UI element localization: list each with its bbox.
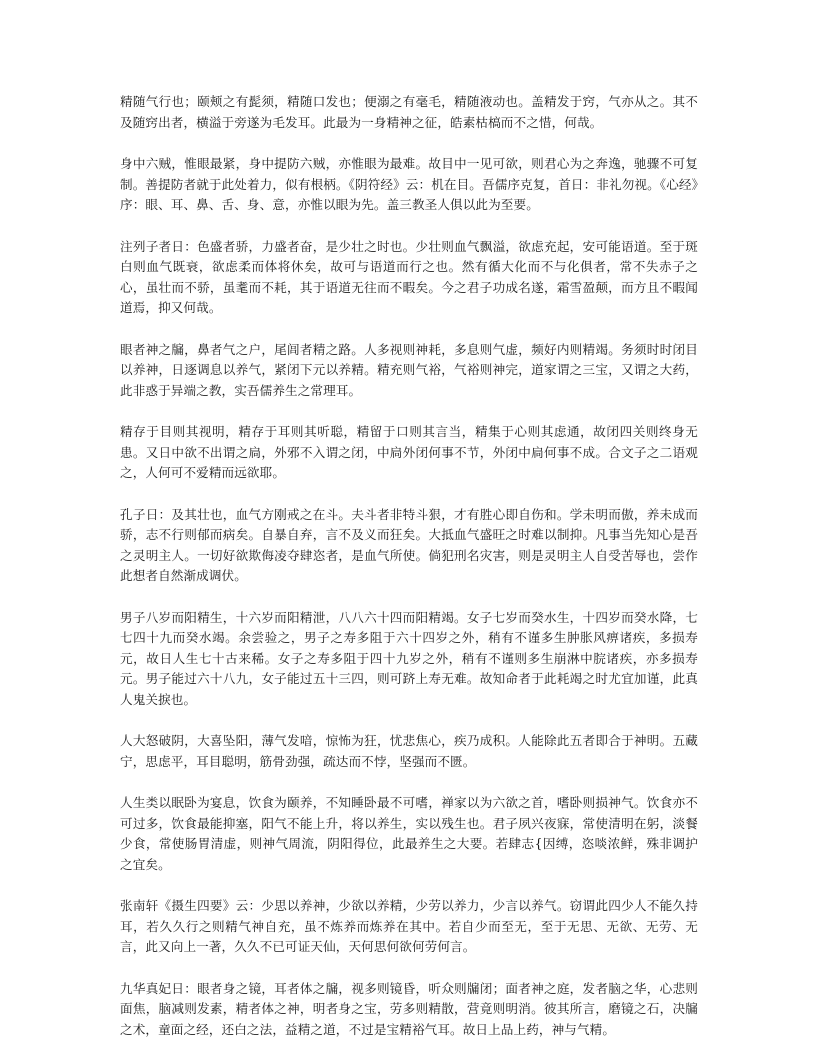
paragraph-11: 九华真妃日：眼者身之镜，耳者体之牖，视多则镜昏，听众则牖闭；面者神之庭，发者脑之华，心悲则面焦，脑减则发素，精者体之神，明者身之宝，劳多则精散，营竟则明消。彼其所言，磨镜之石，决牖之术，童面之经，还白之法，益精之道，不过是宝精裕气耳。故日上品上药，神与气精。	[120, 980, 698, 1037]
paragraph-7: 男子八岁而阳精生，十六岁而阳精泄，八八六十四而阳精竭。女子七岁而癸水生，十四岁而癸水降，七七四十九而癸水竭。余尝验之，男子之寿多阻于六十四岁之外，稍有不谨多生肿胀风痹诸疾，多损寿元，故日人生七十古来稀。女子之寿多阻于四十九岁之外，稍有不谨则多生崩淋中脘诸疾，亦多损寿元。男子能过六十八九，女子能过五十三四，则可跻上寿无难。故知命者于此耗竭之时尤宜加谨，此真人鬼关捩也。	[120, 609, 698, 707]
paragraph-6: 孔子日：及其壮也，血气方刚戒之在斗。夫斗者非特斗狠，才有胜心即自伤和。学未明而傲，养未成而骄，志不行则郁而病矣。自暴自弃，言不及义而狂矣。大抵血气盛旺之时难以制抑。凡事当先知心是吾之灵明主人。一切好欲欺侮凌夺肆恣者，是血气所使。倘犯刑名灾害，则是灵明主人自受苦辱也，尝作此想者自然渐成调伏。	[120, 506, 698, 583]
paragraph-5: 精存于目则其视明，精存于耳则其听聪，精留于口则其言当，精集于心则其虑通，故闭四关则终身无患。又日中欲不出谓之扃，外邪不入谓之闭，中扃外闭何事不节，外闭中扃何事不成。合文子之二语观之，人何可不爱精而远欲耶。	[120, 424, 698, 480]
paragraph-1: 精随气行也；颐颊之有髭须，精随口发也；便溺之有毫毛，精随液动也。盖精发于窍，气亦从之。其不及随窍出者，横溢于旁遂为毛发耳。此最为一身精神之征，皓素枯槁而不之惜，何哉。	[120, 94, 698, 130]
paragraph-10: 张南轩《摄生四要》云：少思以养神，少欲以养精，少劳以养力，少言以养气。窃谓此四少人不能久持耳，若久久行之则精气神自充，虽不炼养而炼养在其中。若自少而至无，至于无思、无欲、无劳、无言，此又向上一著，久久不已可证天仙，天何思何欲何劳何言。	[120, 898, 698, 954]
paragraph-9: 人生类以眠卧为宴息，饮食为颐养，不知睡卧最不可嗜，禅家以为六欲之首，嗜卧则损神气。饮食亦不可过多，饮食最能抑塞，阳气不能上升，将以养生，实以残生也。君子夙兴夜寐，常使清明在躬，淡餐少食，常使肠胃清虚，则神气周流，阴阳得位，此最养生之大要。若肆志{因缚，恣啖浓鲜，殊非调护之宜矣。	[120, 795, 698, 872]
paragraph-4: 眼者神之牖，鼻者气之户，尾闾者精之路。人多视则神耗，多息则气虚，频好内则精竭。务须时时闭目以养神，日逐调息以养气，紧闭下元以养精。精充则气裕，气裕则神完，道家谓之三宝，又谓之大药，此非惑于异端之教，实吾儒养生之常理耳。	[120, 341, 698, 398]
paragraph-2: 身中六贼，惟眼最紧，身中提防六贼，亦惟眼为最难。故目中一见可欲，则君心为之奔逸，驰骤不可复制。善提防者就于此处着力，似有根柄。《阴符经》云：机在目。吾儒序克复，首日：非礼勿视。《心经》序：眼、耳、鼻、舌、身、意，亦惟以眼为先。盖三教圣人俱以此为至要。	[120, 156, 698, 212]
paragraph-3: 注列子者日：色盛者骄，力盛者奋，是少壮之时也。少壮则血气飘溢，欲虑充起，安可能语道。至于斑白则血气既衰，欲虑柔而体将休矣，故可与语道而行之也。然有循大化而不与化俱者，常不失赤子之心，虽壮而不骄，虽耄而不耗，其于语道无往而不暇矣。今之君子功成名遂，霜雪盈颠，而方且不暇闻道焉，抑又何哉。	[120, 238, 698, 315]
paragraph-8: 人大怒破阴，大喜坠阳，薄气发喑，惊怖为狂，忧悲焦心，疾乃成积。人能除此五者即合于神明。五藏宁，思虑平，耳目聪明，筋骨劲强，疏达而不悖，坚强而不匮。	[120, 733, 698, 769]
